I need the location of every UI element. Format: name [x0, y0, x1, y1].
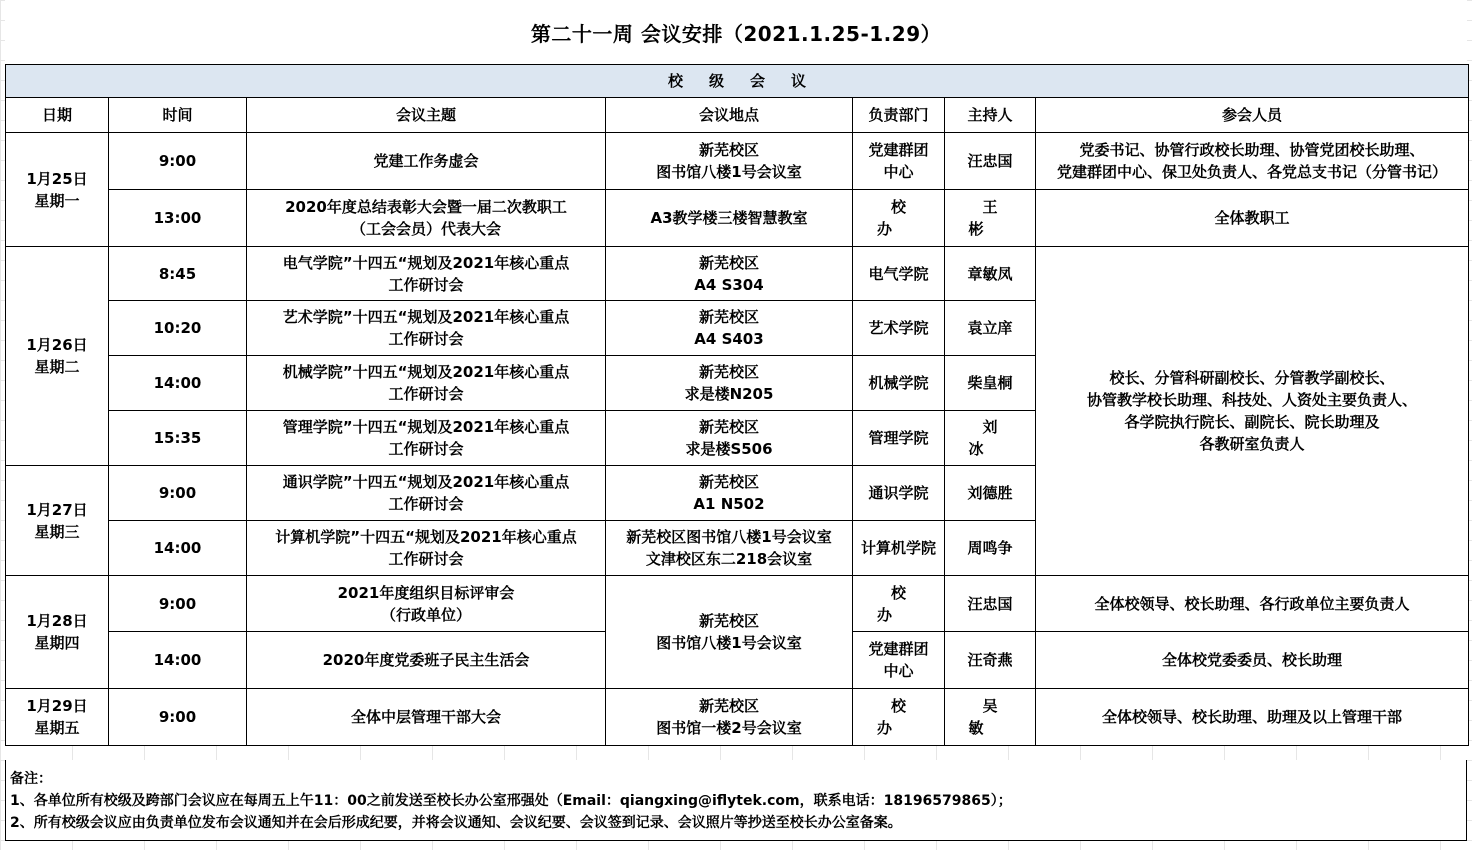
dept-cell: 计算机学院 — [853, 521, 945, 576]
weekday-text: 星期五 — [34, 719, 80, 737]
dept-cell: 机械学院 — [853, 356, 945, 411]
dept-cell: 通识学院 — [853, 466, 945, 521]
time-cell: 13:00 — [109, 190, 247, 247]
table-row — [6, 133, 1469, 190]
topic-cell: 2020年度党委班子民主生活会 — [247, 632, 606, 689]
time-cell: 9:00 — [109, 576, 247, 632]
location-cell: A3教学楼三楼智慧教室 — [606, 190, 853, 247]
time-cell: 8:45 — [109, 247, 247, 301]
notes-line-2: 2、所有校级会议应由负责单位发布会议通知并在会后形成纪要，并将会议通知、会议纪要、会议签到记录、会议照片等抄送至校长办公室备案。 — [10, 815, 902, 831]
dept-cell: 校办 — [853, 190, 945, 247]
banner-cell — [6, 65, 1469, 98]
dept-cell: 艺术学院 — [853, 301, 945, 356]
notes-label: 备注： — [10, 771, 52, 787]
location-cell: 新芜校区 图书馆一楼2号会议室 — [606, 689, 853, 746]
date-text: 1月28日 — [26, 612, 88, 630]
dept-cell: 党建群团 中心 — [853, 632, 945, 689]
time-cell: 14:00 — [109, 521, 247, 576]
date-cell — [6, 689, 109, 746]
topic-cell: 计算机学院”十四五“规划及2021年核心重点 工作研讨会 — [247, 521, 606, 576]
dept-cell: 校办 — [853, 689, 945, 746]
banner-row — [6, 65, 1469, 98]
time-cell: 9:00 — [109, 466, 247, 521]
topic-cell: 通识学院”十四五“规划及2021年核心重点 工作研讨会 — [247, 466, 606, 521]
attendees-cell: 全体校领导、校长助理、各行政单位主要负责人 — [1036, 576, 1469, 632]
location-cell: 新芜校区 求是楼S506 — [606, 411, 853, 466]
header-date: 日期 — [6, 98, 109, 133]
header-time: 时间 — [109, 98, 247, 133]
host-cell: 汪忠国 — [945, 576, 1036, 632]
shared-attendees-cell: 校长、分管科研副校长、分管教学副校长、 协管教学校长助理、科技处、人资处主要负责人、 各学院执行院长、副院长、院长助理及 各教研室负责人 — [1036, 247, 1469, 576]
dept-cell: 电气学院 — [853, 247, 945, 301]
topic-cell: 艺术学院”十四五“规划及2021年核心重点 工作研讨会 — [247, 301, 606, 356]
location-cell: 新芜校区 A1 N502 — [606, 466, 853, 521]
host-cell: 周鸣争 — [945, 521, 1036, 576]
topic-cell: 2021年度组织目标评审会 （行政单位） — [247, 576, 606, 632]
host-cell: 刘冰 — [945, 411, 1036, 466]
time-cell: 10:20 — [109, 301, 247, 356]
page-title — [5, 0, 1467, 64]
location-cell: 新芜校区 A4 S304 — [606, 247, 853, 301]
table-row — [6, 576, 1469, 632]
location-cell: 新芜校区 A4 S403 — [606, 301, 853, 356]
date-cell — [6, 466, 109, 576]
topic-cell: 管理学院”十四五“规划及2021年核心重点 工作研讨会 — [247, 411, 606, 466]
topic-cell: 党建工作务虚会 — [247, 133, 606, 190]
date-text: 1月25日 — [26, 169, 88, 188]
dept-cell: 管理学院 — [853, 411, 945, 466]
notes-section — [5, 760, 1467, 841]
date-text: 1月26日 — [26, 336, 88, 354]
host-cell: 汪忠国 — [945, 133, 1036, 190]
host-cell: 吴敏 — [945, 689, 1036, 746]
host-cell: 柴皇桐 — [945, 356, 1036, 411]
weekday-text: 星期二 — [34, 358, 80, 376]
schedule-table — [5, 64, 1469, 746]
time-cell: 9:00 — [109, 689, 247, 746]
host-cell: 章敏凤 — [945, 247, 1036, 301]
weekday-text: 星期三 — [34, 522, 80, 541]
date-cell — [6, 247, 109, 466]
location-cell: 新芜校区 图书馆八楼1号会议室 — [606, 133, 853, 190]
attendees-cell: 全体教职工 — [1036, 190, 1469, 247]
header-attendees: 参会人员 — [1036, 98, 1469, 133]
weekday-text: 星期一 — [34, 191, 80, 210]
table-row — [6, 689, 1469, 746]
header-location: 会议地点 — [606, 98, 853, 133]
location-cell: 新芜校区图书馆八楼1号会议室 文津校区东二218会议室 — [606, 521, 853, 576]
date-cell — [6, 576, 109, 689]
topic-cell: 全体中层管理干部大会 — [247, 689, 606, 746]
attendees-cell: 全体校领导、校长助理、助理及以上管理干部 — [1036, 689, 1469, 746]
dept-cell: 校办 — [853, 576, 945, 632]
header-row — [6, 98, 1469, 133]
time-cell: 14:00 — [109, 356, 247, 411]
time-cell: 9:00 — [109, 133, 247, 190]
date-cell — [6, 133, 109, 247]
host-cell: 汪奇燕 — [945, 632, 1036, 689]
header-host: 主持人 — [945, 98, 1036, 133]
banner-text: 校级会议 — [667, 72, 832, 90]
topic-cell: 2020年度总结表彰大会暨一届二次教职工 （工会会员）代表大会 — [247, 190, 606, 247]
location-cell: 新芜校区 求是楼N205 — [606, 356, 853, 411]
topic-cell: 电气学院”十四五“规划及2021年核心重点 工作研讨会 — [247, 247, 606, 301]
date-text: 1月29日 — [26, 697, 88, 715]
attendees-cell: 全体校党委委员、校长助理 — [1036, 632, 1469, 689]
header-topic: 会议主题 — [247, 98, 606, 133]
topic-cell: 机械学院”十四五“规划及2021年核心重点 工作研讨会 — [247, 356, 606, 411]
table-row — [6, 190, 1469, 247]
dept-cell: 党建群团 中心 — [853, 133, 945, 190]
host-cell: 王彬 — [945, 190, 1036, 247]
host-cell: 刘德胜 — [945, 466, 1036, 521]
weekday-text: 星期四 — [34, 634, 80, 652]
host-cell: 袁立庠 — [945, 301, 1036, 356]
date-text: 1月27日 — [26, 500, 88, 519]
notes-line-1: 1、各单位所有校级及跨部门会议应在每周五上午11：00之前发送至校长办公室邢强处（Email：qiangxing@iflytek.com，联系电话：18196579865）； — [10, 793, 1012, 809]
attendees-cell: 党委书记、协管行政校长助理、协管党团校长助理、 党建群团中心、保卫处负责人、各党总支书记（分管书记） — [1036, 133, 1469, 190]
location-cell: 新芜校区 图书馆八楼1号会议室 — [606, 576, 853, 689]
header-dept: 负责部门 — [853, 98, 945, 133]
title-text: 第二十一周 会议安排（2021.1.25-1.29） — [530, 21, 942, 46]
time-cell: 14:00 — [109, 632, 247, 689]
table-row — [6, 247, 1469, 301]
time-cell: 15:35 — [109, 411, 247, 466]
